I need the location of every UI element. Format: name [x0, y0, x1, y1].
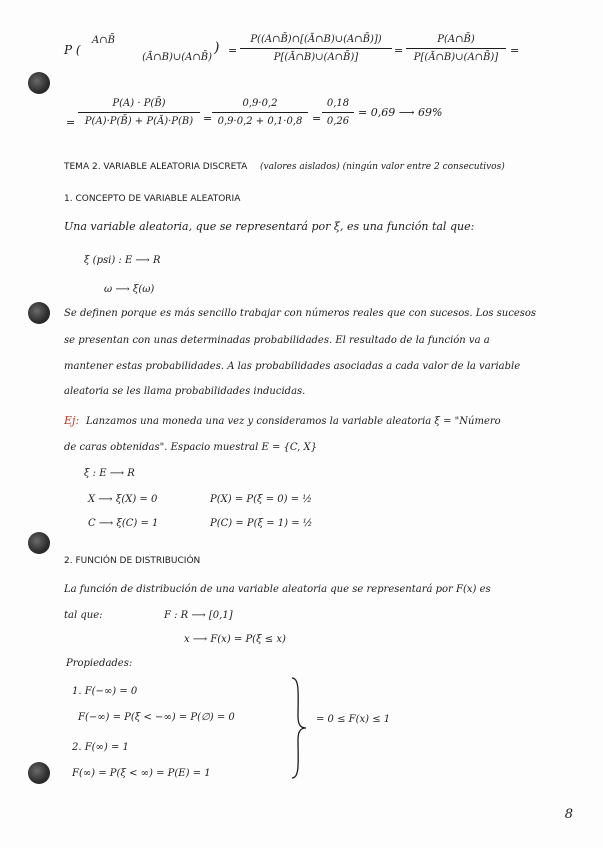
binder-hole	[28, 72, 50, 94]
eq1-frac2-num: P(A∩B̄)	[437, 34, 475, 45]
eq2-eq1: =	[203, 112, 213, 125]
eq2-frac1-num: P(A) · P(B̄)	[112, 98, 166, 109]
eq2-frac3	[322, 98, 354, 127]
curly-brace	[288, 676, 308, 780]
eq1-close: )	[214, 40, 220, 56]
example-map: ξ : E ⟶ R	[84, 468, 135, 479]
page-number: 8	[564, 807, 573, 822]
eq1-bigfrac	[92, 35, 212, 63]
eq1-frac1	[240, 34, 392, 63]
eq2-frac2-den: 0,9·0,2 + 0,1·0,8	[217, 116, 303, 127]
section1-para-3: mantener estas probabilidades. A las probabilidades asociadas a cada valor de la variable	[64, 361, 521, 372]
eq1-bigfrac-num: A∩B̄	[92, 35, 115, 46]
section2-intro-2: tal que:	[64, 610, 103, 621]
example-line-1: Lanzamos una moneda una vez y consideramos la variable aleatoria ξ = "Número	[86, 416, 501, 427]
prop-1b: F(−∞) = P(ξ < −∞) = P(∅) = 0	[78, 712, 235, 723]
example-row1-left: X ⟶ ξ(X) = 0	[88, 494, 158, 505]
eq1-bigfrac-den: (Ā∩B)∪(A∩B̄)	[142, 52, 212, 63]
prop-2b: F(∞) = P(ξ < ∞) = P(E) = 1	[72, 768, 211, 779]
example-line-2: de caras obtenidas". Espacio muestral E = {C, X}	[64, 442, 317, 453]
tema-note: (valores aislados) (ningún valor entre 2 consecutivos)	[260, 162, 505, 172]
eq1-eq1: =	[228, 44, 238, 57]
eq2-frac2-num: 0,9·0,2	[242, 98, 278, 109]
binder-hole	[28, 302, 50, 324]
example-row2-left: C ⟶ ξ(C) = 1	[88, 518, 159, 529]
section2-def2: x ⟶ F(x) = P(ξ ≤ x)	[184, 634, 286, 645]
binder-hole	[28, 532, 50, 554]
section2-heading: 2. FUNCIÓN DE DISTRIBUCIÓN	[64, 556, 201, 566]
brace-result: = 0 ≤ F(x) ≤ 1	[316, 714, 391, 725]
eq1-frac1-num: P((A∩B̄)∩[(Ā∩B)∪(A∩B̄)])	[250, 34, 382, 45]
example-label: Ej:	[64, 414, 80, 427]
eq1-frac2	[406, 34, 506, 63]
binder-hole	[28, 762, 50, 784]
section2-def1: F : R ⟶ [0,1]	[164, 610, 233, 621]
eq1-eq3: =	[510, 44, 520, 57]
eq2-frac1	[78, 98, 200, 127]
section2-intro-1: La función de distribución de una variable aleatoria que se representará por F(x) es	[64, 584, 491, 595]
section1-def1: ξ (psi) : E ⟶ R	[84, 255, 161, 266]
section1-intro: Una variable aleatoria, que se representará por ξ, es una función tal que:	[64, 220, 475, 233]
eq2-eq0: =	[66, 116, 76, 129]
section1-para-2: se presentan con unas determinadas probabilidades. El resultado de la función va a	[64, 335, 490, 346]
section1-heading: 1. CONCEPTO DE VARIABLE ALEATORIA	[64, 194, 241, 204]
example-row2-right: P(C) = P(ξ = 1) = ½	[210, 518, 313, 529]
eq2-frac2	[212, 98, 308, 127]
eq1-prefix: P (	[64, 43, 81, 57]
eq1-frac1-den: P[(Ā∩B)∪(A∩B̄)]	[273, 52, 359, 63]
eq2-frac3-den: 0,26	[326, 116, 350, 127]
prop-2: 2. F(∞) = 1	[72, 742, 129, 753]
eq2-frac3-num: 0,18	[326, 98, 350, 109]
section1-para-4: aleatoria se les llama probabilidades inducidas.	[64, 386, 306, 397]
eq2-result: = 0,69 ⟶ 69%	[358, 106, 443, 119]
section1-def2: ω ⟶ ξ(ω)	[104, 284, 155, 295]
tema-title: TEMA 2. VARIABLE ALEATORIA DISCRETA	[64, 162, 248, 172]
example-row1-right: P(X) = P(ξ = 0) = ½	[210, 494, 312, 505]
eq1-frac2-den: P[(Ā∩B)∪(A∩B̄)]	[413, 52, 499, 63]
prop-1: 1. F(−∞) = 0	[72, 686, 138, 697]
props-label: Propiedades:	[66, 658, 133, 669]
eq2-eq2: =	[312, 112, 322, 125]
eq1-eq2: =	[394, 44, 404, 57]
section1-para-1: Se definen porque es más sencillo trabajar con números reales que con sucesos. Los sucesos	[64, 308, 537, 319]
eq2-frac1-den: P(A)·P(B̄) + P(Ā)·P(B)	[84, 116, 194, 127]
